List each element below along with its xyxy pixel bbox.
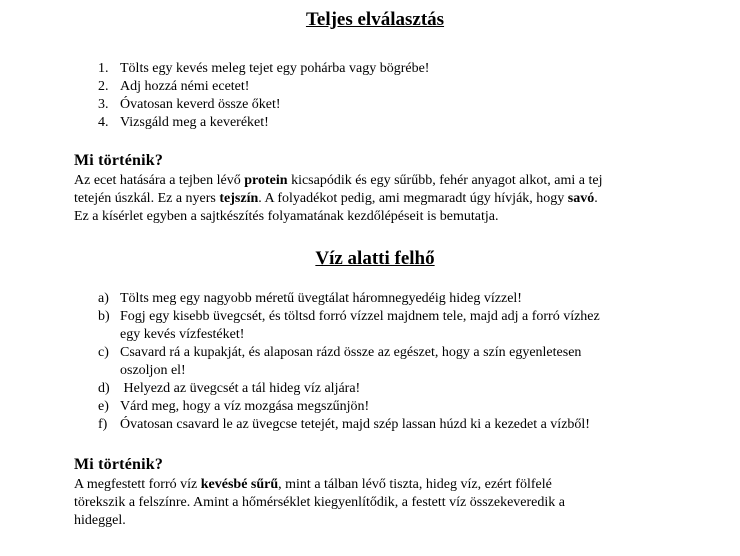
step-number: 3. [98,97,109,112]
step-number: a) [98,291,109,306]
section-title-separation: Teljes elválasztás [305,9,445,30]
list-item [74,114,429,132]
step-number: 2. [98,79,109,94]
bold-term: protein [244,173,288,188]
cloud-steps-list [74,290,674,434]
paragraph-line [74,172,686,190]
paragraph-line [74,476,686,494]
step-text: Helyezd az üvegcsét a tál hideg víz aljára! [120,381,361,396]
section-title-underwater-cloud: Víz alatti felhő [315,248,435,269]
step-text-continued: oszoljon el! [120,363,186,378]
bold-term: tejszín [219,191,259,206]
step-number: 4. [98,115,109,130]
paragraph-line [74,190,686,208]
step-number: f) [98,417,108,432]
step-text: Tölts meg egy nagyobb méretű üvegtálat háromnegyedéig hideg vízzel! [120,291,522,306]
explanation-paragraph-2 [74,476,686,530]
text-run: . [594,191,598,206]
text-run: A megfestett forró víz [74,477,201,492]
what-happens-heading-2: Mi történik? [74,456,164,473]
list-item [74,308,674,344]
list-item [74,416,674,434]
bold-term: kevésbé sűrű [200,477,279,492]
list-item [74,290,674,308]
paragraph-line: törekszik a felszínre. Amint a hőmérséklet kiegyenlítődik, a festett víz összekeveredik a [74,495,565,510]
step-text: Tölts egy kevés meleg tejet egy pohárba vagy bögrébe! [120,61,430,76]
step-text: Várd meg, hogy a víz mozgása megszűnjön! [120,399,370,414]
step-text-continued: egy kevés vízfestéket! [120,327,245,342]
step-text: Vizsgáld meg a keveréket! [120,115,269,130]
step-text: Óvatosan keverd össze őket! [120,97,281,112]
text-run: kicsapódik és egy sűrűbb, fehér anyagot alkot, ami a tej [287,173,603,188]
step-number: b) [98,309,110,324]
step-number: d) [98,381,110,396]
step-text: Óvatosan csavard le az üvegcse tetejét, majd szép lassan húzd ki a kezedet a vízből! [120,417,590,432]
paragraph-line: hideggel. [74,513,126,528]
bold-term: savó [567,191,595,206]
step-text: Adj hozzá némi ecetet! [120,79,250,94]
paragraph-line: Ez a kísérlet egyben a sajtkészítés folyamatának kezdőlépéseit is bemutatja. [74,209,499,224]
list-item [74,78,429,96]
text-run: tetején úszkál. Ez a nyers [74,191,220,206]
list-item [74,398,674,416]
text-run: Az ecet hatására a tejben lévő [74,173,245,188]
explanation-paragraph-1 [74,172,686,226]
separation-steps-list [74,60,429,132]
list-item [74,96,429,114]
text-run: , mint a tálban lévő tiszta, hideg víz, ezért fölfelé [278,477,552,492]
text-run: . A folyadékot pedig, ami megmaradt úgy hívják, hogy [258,191,568,206]
list-item [74,60,429,78]
step-text: Csavard rá a kupakját, és alaposan rázd össze az egészet, hogy a szín egyenletesen [120,345,582,360]
step-number: c) [98,345,109,360]
list-item [74,344,674,380]
step-number: e) [98,399,109,414]
list-item [74,380,674,398]
what-happens-heading-1: Mi történik? [74,152,164,169]
step-text: Fogj egy kisebb üvegcsét, és töltsd forró vízzel majdnem tele, majd adj a forró vízhez [120,309,600,324]
step-number: 1. [98,61,109,76]
